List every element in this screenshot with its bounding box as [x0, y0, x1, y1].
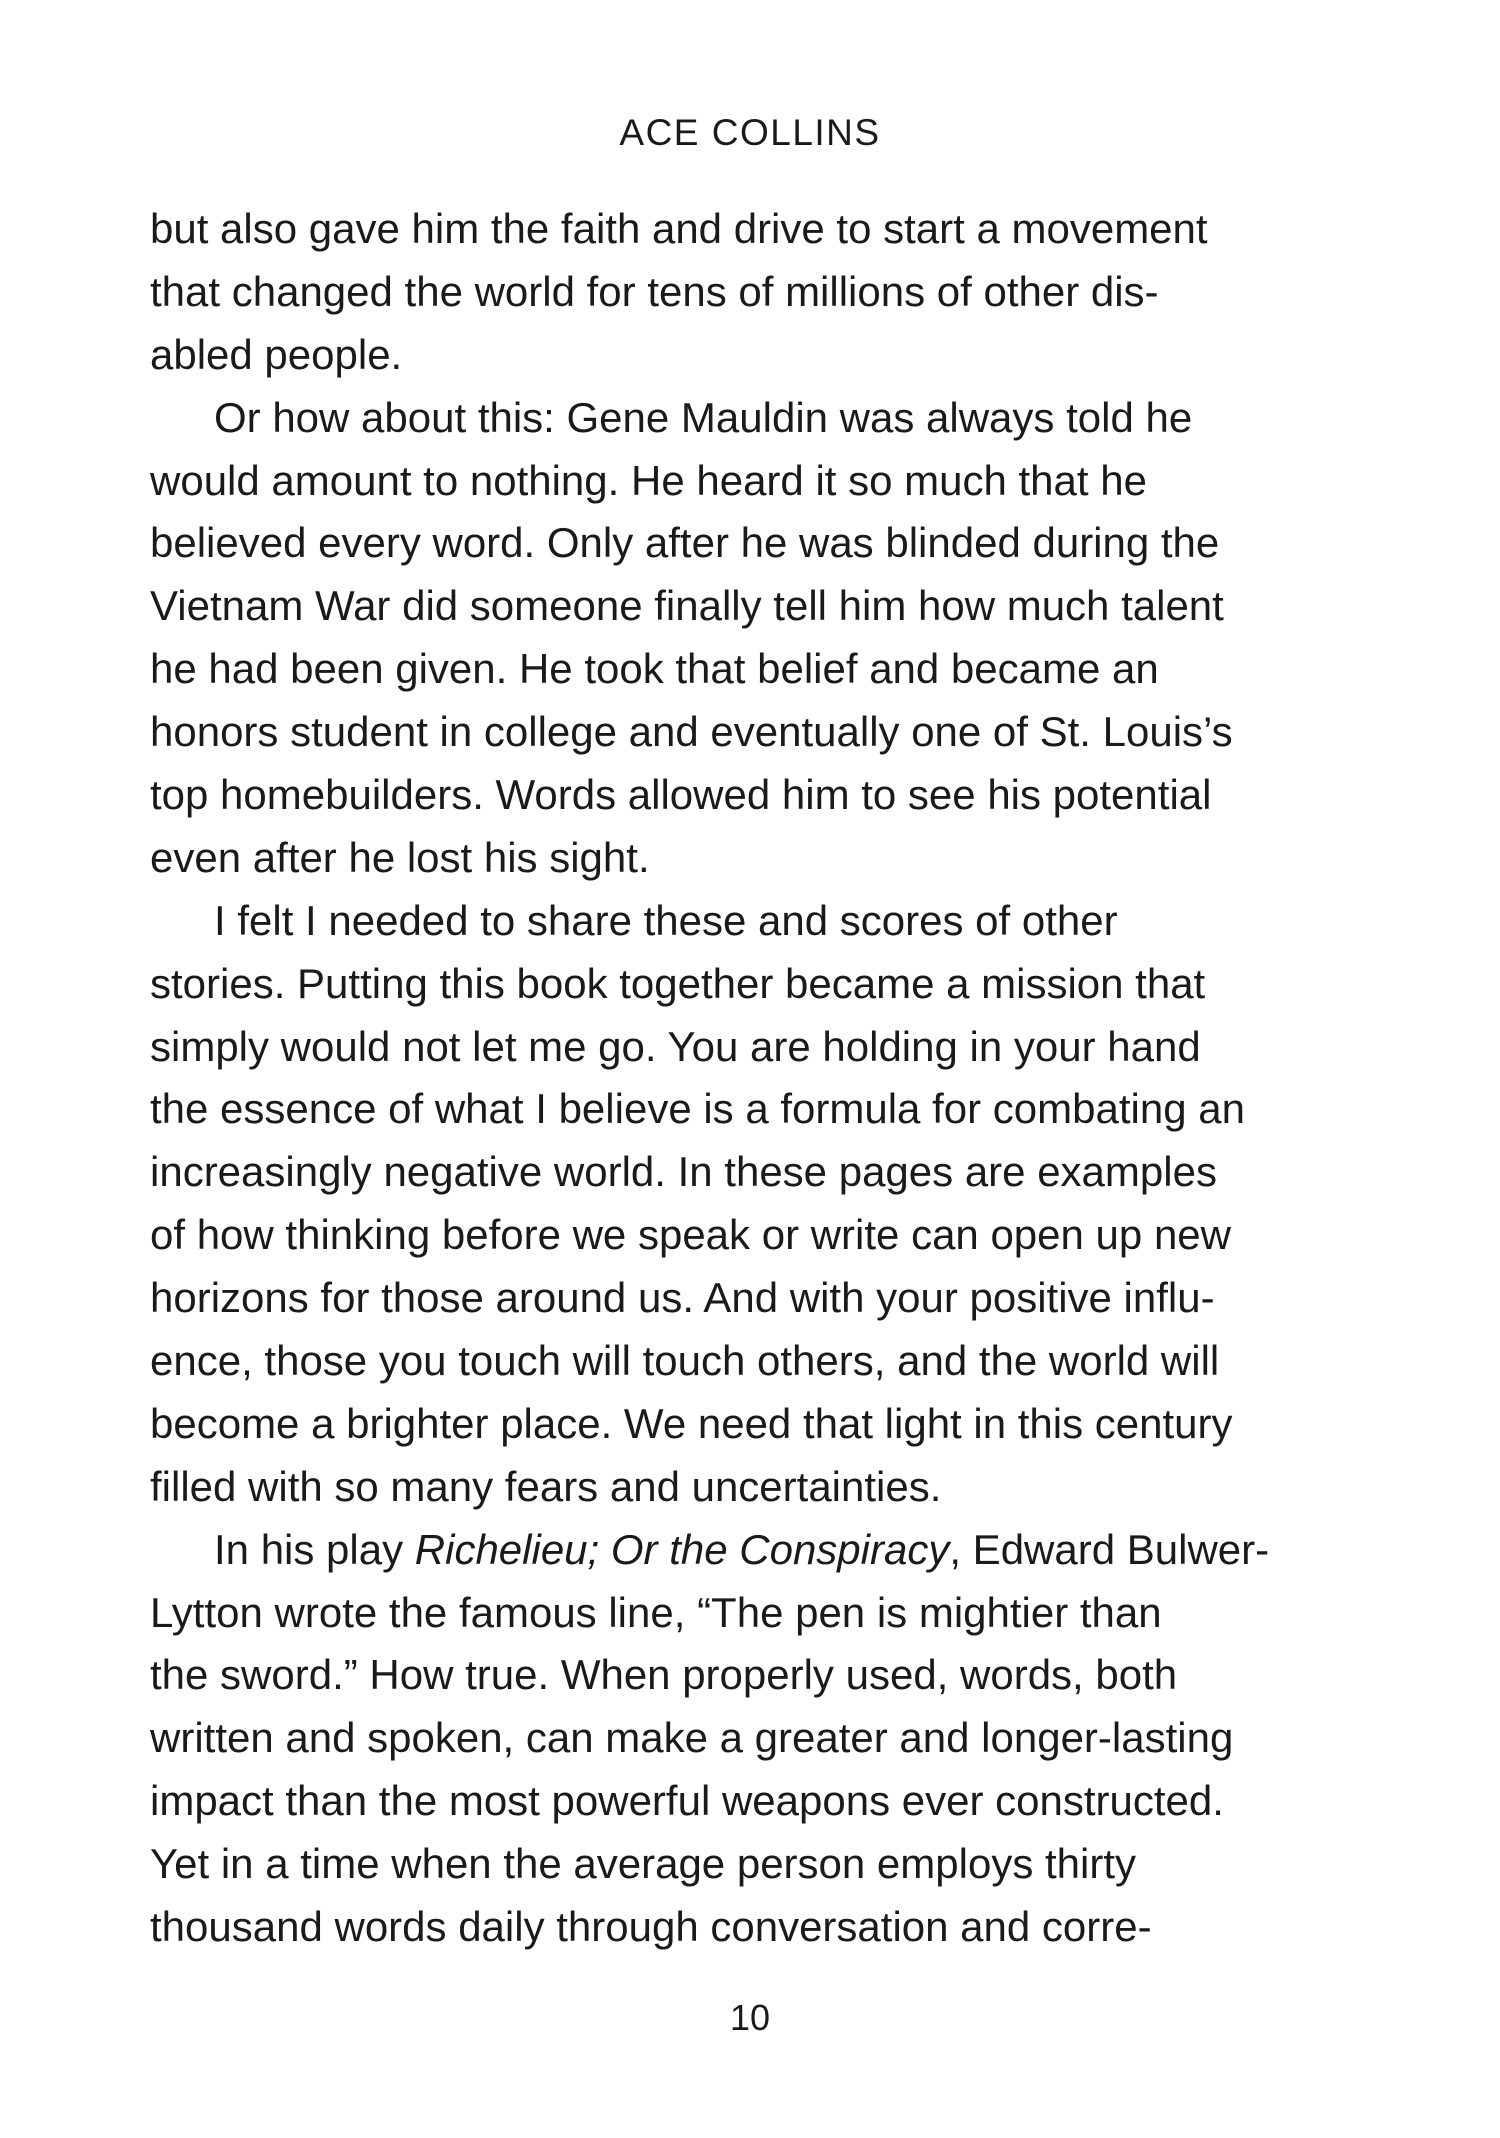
text-line: but also gave him the faith and drive to start a movement: [150, 205, 1208, 252]
text-line: abled people.: [150, 330, 403, 378]
text-line: believed every word. Only after he was blinded during the: [150, 519, 1220, 567]
text-line: even after he lost his sight.: [150, 833, 650, 881]
play-title: Richelieu; Or the Conspiracy: [414, 1525, 950, 1573]
text-line: honors student in college and eventually one of St. Louis’s: [150, 708, 1233, 756]
body-text: [150, 198, 1300, 1959]
text-line: Vietnam War did someone finally tell him how much talent: [150, 582, 1224, 630]
text-line: of how thinking before we speak or write can open up new: [150, 1211, 1231, 1259]
text-line: ence, those you touch will touch others, and the world will: [150, 1337, 1220, 1385]
text-line: become a brighter place. We need that light in this century: [150, 1399, 1233, 1447]
text-line: the sword.” How true. When properly used, words, both: [150, 1651, 1178, 1699]
paragraph-start-line: [150, 1519, 1300, 1582]
page-number: 10: [729, 1997, 771, 2038]
text-line: simply would not let me go. You are holding in your hand: [150, 1022, 1201, 1070]
text-line: that changed the world for tens of millions of other dis-: [150, 267, 1159, 315]
text-line: would amount to nothing. He heard it so much that he: [150, 456, 1147, 504]
text-line: he had been given. He took that belief and became an: [150, 645, 1159, 693]
text-line: Lytton wrote the famous line, “The pen is mightier than: [150, 1588, 1162, 1636]
text-line: written and spoken, can make a greater and longer-lasting: [150, 1714, 1234, 1762]
running-head: ACE COLLINS: [619, 112, 881, 153]
text-line: impact than the most powerful weapons ever constructed.: [150, 1777, 1224, 1825]
text-fragment: , Edward Bulwer-: [949, 1525, 1270, 1573]
text-line: Yet in a time when the average person employs thirty: [150, 1840, 1136, 1888]
paragraph-start-line: Or how about this: Gene Mauldin was always told he: [214, 393, 1193, 441]
text-line: the essence of what I believe is a formula for combating an: [150, 1085, 1245, 1133]
text-line: horizons for those around us. And with your positive influ-: [150, 1274, 1215, 1322]
text-line: filled with so many fears and uncertainties.: [150, 1462, 942, 1510]
text-line: stories. Putting this book together became a mission that: [150, 959, 1206, 1007]
text-line: top homebuilders. Words allowed him to see his potential: [150, 771, 1212, 819]
text-line: thousand words daily through conversation and corre-: [150, 1903, 1152, 1951]
text-fragment: In his play: [214, 1525, 415, 1573]
text-line: increasingly negative world. In these pages are examples: [150, 1148, 1217, 1196]
paragraph-start-line: I felt I needed to share these and scores of other: [214, 896, 1118, 944]
